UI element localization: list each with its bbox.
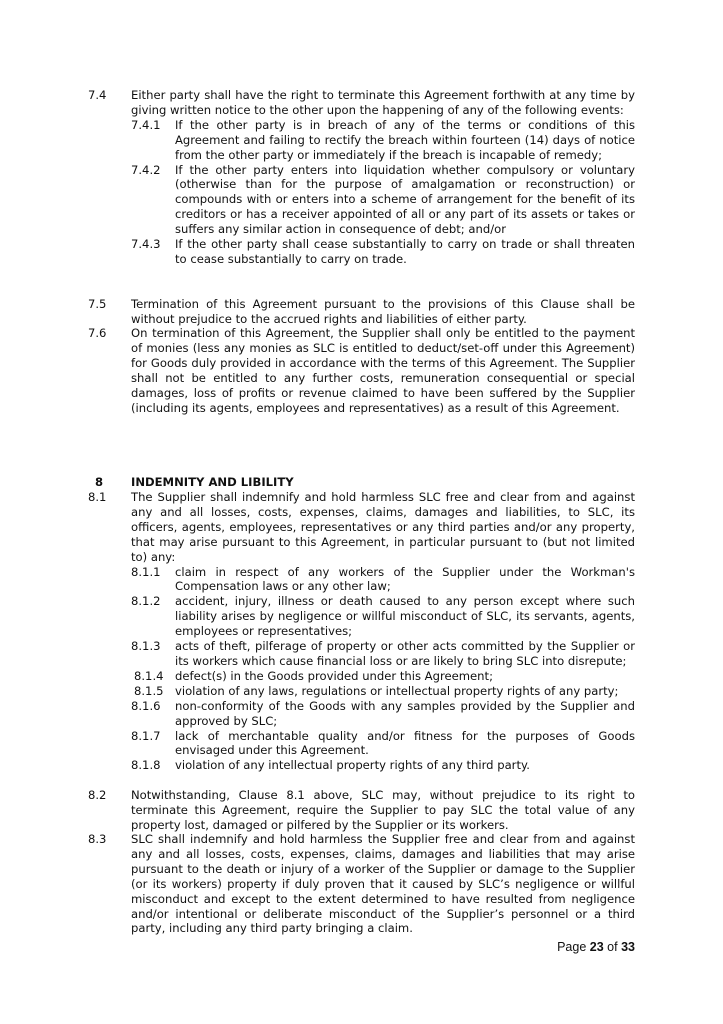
subclause-7-4-1 xyxy=(131,118,635,163)
subclause-8-1-3 xyxy=(131,639,635,669)
subclause-number: 8.1.6 xyxy=(131,698,161,713)
subclause-number: 8.1.3 xyxy=(131,639,161,654)
clause-7-6 xyxy=(88,326,635,415)
subclause-text: If the other party enters into liquidation whether compulsory or voluntary (otherwise than for the purpose of amalgamation or reconstruction) or compounds with or enters into a scheme of arrangement for the benefit of its creditors or has a receiver appointed of all or any part of its assets or takes or suffers any similar action in consequence of debt; and/or xyxy=(175,162,635,237)
clause-text: SLC shall indemnify and hold harmless the Supplier free and clear from and against any and all losses, costs, expenses, claims, damages and liabilities that may arise pursuant to the death or injury of a worker of the Supplier or damage to the Supplier (or its workers) property if duly proven that it caused by SLC’s negligence or willful misconduct and except to the extent determined to have resulted from negligence and/or intentional or deliberate misconduct of the Supplier’s personnel or a third party, including any third party bringing a claim. xyxy=(131,832,635,936)
clause-number: 8.3 xyxy=(88,832,107,846)
subclause-text: violation of any laws, regulations or intellectual property rights of any party; xyxy=(175,683,619,698)
subclause-text: accident, injury, illness or death caused to any person except where such liability arises by negligence or willful misconduct of SLC, its servants, agents, employees or representatives; xyxy=(175,594,635,639)
subclause-text: claim in respect of any workers of the Supplier under the Workman's Compensation laws or any other law; xyxy=(175,564,635,594)
clause-text: Notwithstanding, Clause 8.1 above, SLC may, without prejudice to its right to terminate this Agreement, require the Supplier to pay SLC the total value of any property lost, damaged or pilfered by the Supplier or its workers. xyxy=(131,788,635,832)
clause-text: On termination of this Agreement, the Supplier shall only be entitled to the payment of monies (less any monies as SLC is entitled to deduct/set-off under this Agreement) for Goods duly provided in accordance with the terms of this Agreement. The Supplier shall not be entitled to any further costs, remuneration consequential or special damages, loss of profits or revenue claimed to have been suffered by the Supplier (including its agents, employees and representatives) as a result of this Agreement. xyxy=(131,326,635,415)
subclause-number: 7.4.2 xyxy=(131,162,161,177)
subclause-number: 8.1.1 xyxy=(131,564,161,579)
clause-8-2 xyxy=(88,788,635,833)
subclause-7-4-3 xyxy=(131,237,635,267)
subclause-8-1-8 xyxy=(131,758,635,773)
page-current: 23 xyxy=(589,940,604,954)
clause-number: 8.1 xyxy=(88,490,107,504)
subclause-text: lack of merchantable quality and/or fitness for the purposes of Goods envisaged under this Agreement. xyxy=(175,728,635,758)
subclause-number: 7.4.1 xyxy=(131,117,161,132)
subclause-text: If the other party is in breach of any of the terms or conditions of this Agreement and failing to rectify the breach within fourteen (14) days of notice from the other party or immediately if the breach is incapable of remedy; xyxy=(175,117,635,162)
subclause-number: 8.1.8 xyxy=(131,758,161,773)
section-number: 8 xyxy=(95,475,104,489)
subclause-number: 8.1.5 xyxy=(134,683,164,698)
subclause-8-1-6 xyxy=(131,699,635,729)
clause-number: 7.4 xyxy=(88,88,107,102)
subclause-8-1-2 xyxy=(131,594,635,639)
of-label: of xyxy=(607,940,618,954)
subclause-8-1-4 xyxy=(131,669,635,684)
clause-number: 7.6 xyxy=(88,326,107,340)
clause-text: The Supplier shall indemnify and hold harmless SLC free and clear from and against any and all losses, costs, expenses, claims, damages and liabilities, to SLC, its officers, agents, employees, representatives or any third parties and/or any property, that may arise pursuant to this Agreement, in particular pursuant to (but not limited to) any: xyxy=(131,490,635,564)
page-label: Page xyxy=(557,940,587,954)
clause-number: 7.5 xyxy=(88,297,107,311)
subclause-number: 8.1.7 xyxy=(131,728,161,743)
subclause-text: violation of any intellectual property rights of any third party. xyxy=(175,758,530,773)
clause-8-3 xyxy=(88,832,635,936)
subclause-number: 8.1.2 xyxy=(131,594,161,609)
subclause-number: 8.1.4 xyxy=(134,668,164,683)
clause-text: Termination of this Agreement pursuant to the provisions of this Clause shall be without prejudice to the accrued rights and liabilities of either party. xyxy=(131,297,635,326)
subclause-text: non-conformity of the Goods with any samples provided by the Supplier and approved by SLC; xyxy=(175,698,635,728)
page-footer xyxy=(557,940,635,954)
subclause-number: 7.4.3 xyxy=(131,237,161,252)
section-title: INDEMNITY AND LIBILITY xyxy=(131,475,294,489)
clause-7-5 xyxy=(88,297,635,327)
clause-8-1 xyxy=(88,490,635,773)
subclause-8-1-5 xyxy=(131,684,635,699)
section-8-heading xyxy=(88,475,635,490)
subclause-text: acts of theft, pilferage of property or other acts committed by the Supplier or its workers which cause financial loss or are likely to bring SLC into disrepute; xyxy=(175,639,635,668)
subclause-text: defect(s) in the Goods provided under this Agreement; xyxy=(175,668,493,683)
clause-text: Either party shall have the right to terminate this Agreement forthwith at any time by giving written notice to the other upon the happening of any of the following events: xyxy=(131,88,635,117)
clause-7-4 xyxy=(88,88,635,267)
subclause-8-1-7 xyxy=(131,729,635,759)
subclause-8-1-1 xyxy=(131,565,635,595)
page-total: 33 xyxy=(621,940,635,954)
subclause-text: If the other party shall cease substantially to carry on trade or shall threaten to cease substantially to carry on trade. xyxy=(175,237,635,266)
clause-number: 8.2 xyxy=(88,788,107,802)
subclause-7-4-2 xyxy=(131,163,635,238)
